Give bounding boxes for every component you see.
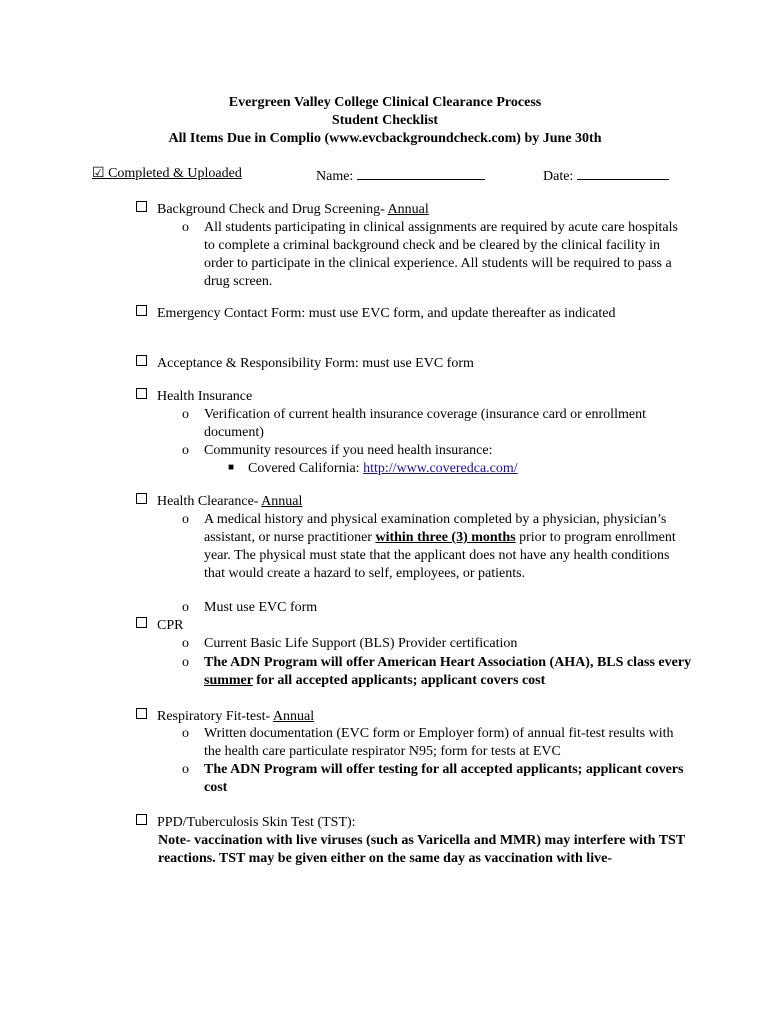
document-header: [0, 94, 770, 148]
item-label: CPR: [157, 618, 184, 633]
item-label: Acceptance & Responsibility Form: must use EVC form: [157, 356, 474, 371]
sub-text: A medical history and physical examination completed by a physician, physician’s assistant, or nurse practitioner: [204, 512, 667, 545]
checklist-item-insurance: [136, 388, 716, 406]
item-label: Health Insurance: [157, 389, 253, 404]
item-label: Background Check and Drug Screening-: [157, 202, 388, 217]
checkbox-icon[interactable]: [136, 814, 147, 825]
summer-word: summer: [204, 673, 253, 688]
cpr-sub-1: [182, 635, 692, 653]
sub-bullet: o: [182, 512, 189, 527]
respiratory-sub-2: [182, 761, 692, 797]
checklist-item-cpr: [136, 617, 716, 635]
sub-bullet: o: [182, 636, 189, 651]
sub-text: All students participating in clinical assignments are required by acute care hospitals to complete a criminal background check and be cleared by the clinical facility in order to participate in the clinical experience. All students will be required to pass a drug screen.: [204, 220, 678, 289]
square-bullet-icon: ■: [228, 462, 235, 473]
legend-row: [92, 165, 692, 183]
due-date-line: All Items Due in Complio (www.evcbackgroundcheck.com) by June 30th: [168, 131, 602, 146]
sub-bullet: o: [182, 220, 189, 235]
checkbox-icon[interactable]: [136, 355, 147, 366]
checklist-title: Student Checklist: [331, 113, 439, 128]
sub-bullet: o: [182, 600, 189, 615]
annual-tag: Annual: [387, 202, 429, 217]
sub-text: The ADN Program will offer testing for all accepted applicants; applicant covers cost: [204, 762, 684, 795]
sub-bullet: o: [182, 443, 189, 458]
item-label: Respiratory Fit-test-: [157, 709, 273, 724]
sub-text: Verification of current health insurance coverage (insurance card or enrollment document): [204, 407, 646, 440]
sub-bullet: o: [182, 407, 189, 422]
sub-text: Community resources if you need health insurance:: [204, 443, 493, 458]
completed-legend: [92, 165, 242, 183]
sub-bullet: o: [182, 762, 189, 777]
health-sub-2: [182, 599, 692, 617]
item-label: PPD/Tuberculosis Skin Test (TST):: [157, 815, 356, 830]
date-blank[interactable]: [577, 165, 669, 180]
checklist-item-background: [136, 201, 716, 219]
name-blank[interactable]: [357, 165, 485, 180]
insurance-sub-1: [182, 406, 692, 442]
date-label: Date:: [543, 169, 574, 184]
within-three-months: within three (3) months: [375, 530, 516, 545]
insurance-sub-2: [182, 442, 692, 460]
sub-text: for all accepted applicants; applicant covers cost: [252, 673, 546, 688]
checklist-item-acceptance: [136, 355, 716, 373]
sub-text: Must use EVC form: [204, 600, 318, 615]
sub-text: Written documentation (EVC form or Employer form) of annual fit-test results with the health care particulate respirator N95; form for tests at EVC: [204, 726, 674, 759]
checkbox-icon[interactable]: [136, 708, 147, 719]
sub-bullet: o: [182, 655, 189, 670]
ppd-note: Note- vaccination with live viruses (such as Varicella and MMR) may interfere with TST reactions. TST may be given either on the same day as vaccination with live-: [158, 833, 685, 866]
checkbox-icon[interactable]: [136, 493, 147, 504]
checklist-item-health: [136, 493, 716, 511]
checklist-item-emergency: [136, 305, 716, 323]
annual-tag: Annual: [261, 494, 303, 509]
name-label: Name:: [316, 169, 354, 184]
sub-text: Current Basic Life Support (BLS) Provider certification: [204, 636, 518, 651]
checkbox-icon[interactable]: [136, 617, 147, 628]
respiratory-sub-1: [182, 725, 692, 761]
checked-box-icon: ☑: [92, 166, 105, 181]
item-label: Emergency Contact Form: must use EVC form, and update thereafter as indicated: [157, 306, 616, 321]
name-field[interactable]: [316, 165, 485, 186]
checklist-item-ppd: [136, 814, 716, 832]
item-label: Health Clearance-: [157, 494, 262, 509]
checkbox-icon[interactable]: [136, 305, 147, 316]
completed-legend-label: Completed & Uploaded: [108, 166, 242, 181]
covered-california-label: Covered California:: [248, 461, 364, 476]
sub-bullet: o: [182, 726, 189, 741]
health-sub-1: [182, 511, 692, 583]
checkbox-icon[interactable]: [136, 388, 147, 399]
annual-tag: Annual: [272, 709, 315, 724]
cpr-sub-2: [182, 654, 692, 690]
background-sub-1: [182, 219, 692, 291]
sub-text: The ADN Program will offer American Heart Association (AHA), BLS class every: [204, 655, 692, 670]
checklist-item-respiratory: [136, 708, 716, 726]
checkbox-icon[interactable]: [136, 201, 147, 212]
date-field[interactable]: [543, 165, 669, 186]
insurance-subsub-1: [228, 460, 688, 478]
college-title: Evergreen Valley College Clinical Clearance Process: [228, 95, 542, 110]
covered-california-link[interactable]: http://www.coveredca.com/: [363, 461, 518, 476]
sub-text: prior to program enrollment year. The physical must state that the applicant does not have any health conditions that would create a hazard to self, employees, or patients.: [204, 530, 676, 581]
